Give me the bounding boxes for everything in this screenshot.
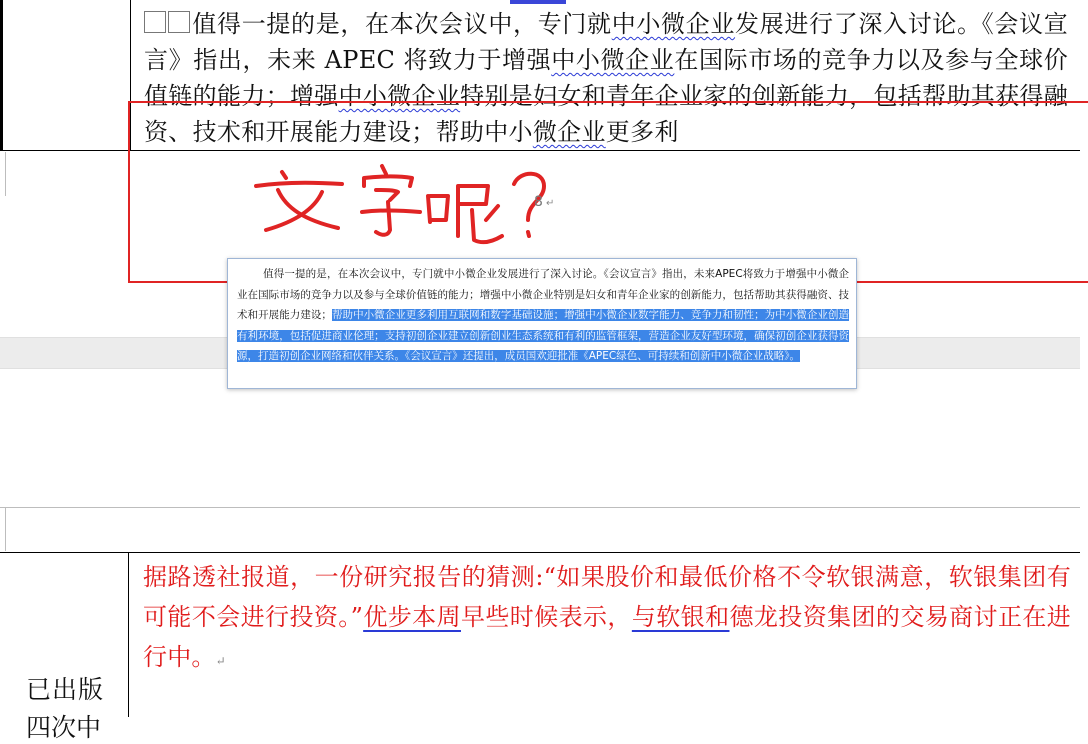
spellcheck-word[interactable]: 微企业 [532, 118, 606, 146]
paragraph-text: 更多利 [605, 118, 679, 146]
handwritten-annotation [252, 160, 562, 250]
spellcheck-word[interactable]: 中小微企业 [611, 10, 736, 38]
cursor-marker: 8 [534, 194, 543, 210]
underlined-text[interactable]: 优步本周 [363, 603, 461, 631]
paragraph-text: 德龙投资集团的交易商讨正在进行中。 [143, 603, 1071, 671]
table-side-label-cut: 四次中 [26, 713, 102, 742]
table-left-border [0, 0, 3, 150]
popup-text-selected[interactable]: 帮助中小微企业更多利用互联网和数字基础设施；增强中小微企业数字能力、竞争力和韧性；为中小微企业创造有利环境，包括促进商业伦理；支持初创企业建立创新创业生态系统和有利的监管框架，营造企业友好型环境，确保初创企业获得资源，打造初创企业网络和伙伴关系。《会议宣言》还提出，成员国欢迎批准《APEC绿色、可持续和创新中小微企业战略》。 [237, 309, 849, 362]
placeholder-box-icon [144, 11, 166, 33]
table-row-border [0, 552, 1080, 553]
table-column-border [128, 552, 129, 717]
page-margin-tick [5, 507, 6, 551]
underlined-text[interactable]: 与软银和 [631, 603, 730, 631]
popup-text-normal: 值得一提的是，在本次会议中，专门就中小微企业发展进行了深入讨论。《会议宣言》指出，未来APEC将致力于增强中小微企业在国际市场的竞争力以及参与全球价值链的能力；增强中小微企业特别是妇女和青年企业家的创新能力，包括帮助其获得融资、技术和开展能力建设； [237, 268, 849, 321]
popup-paragraph[interactable] [237, 264, 849, 367]
paragraph-text: 早些时候表示， [460, 603, 632, 631]
placeholder-box-icon [168, 11, 190, 33]
spellcheck-underline-fragment [510, 0, 566, 4]
page-margin-tick [5, 152, 6, 196]
page-separator [0, 507, 1080, 508]
spellcheck-word[interactable]: 中小微企业 [338, 82, 461, 110]
paragraph-text: 据路透社报道，一份研究报告的猜测:“如果股价和最低价格不令软银满意，软银集团有可能不会进行投资。” [143, 563, 1071, 631]
paragraph-text: 发展进行了深入讨论。《会议宣言》指出，未来 APEC 将致力于增强 [144, 10, 1069, 74]
paragraph-text: 在国际市场的竞争力以及参与全球价值链的能力；增强 [144, 46, 1068, 110]
spellcheck-word[interactable]: 中小微企业 [551, 46, 675, 74]
text-preview-popup[interactable] [227, 258, 857, 389]
document-paragraph-bottom[interactable] [143, 557, 1071, 681]
paragraph-mark-icon: ↵ [215, 654, 226, 668]
paragraph-mark-icon: ↵ [546, 198, 555, 209]
paragraph-text: 值得一提的是，在本次会议中，专门就 [192, 10, 612, 38]
table-side-label: 已出版 [26, 675, 105, 704]
paragraph-text: 特别是妇女和青年企业家的创新能力，包括帮助其获得融资、技术和开展能力建设；帮助中小 [144, 82, 1069, 146]
